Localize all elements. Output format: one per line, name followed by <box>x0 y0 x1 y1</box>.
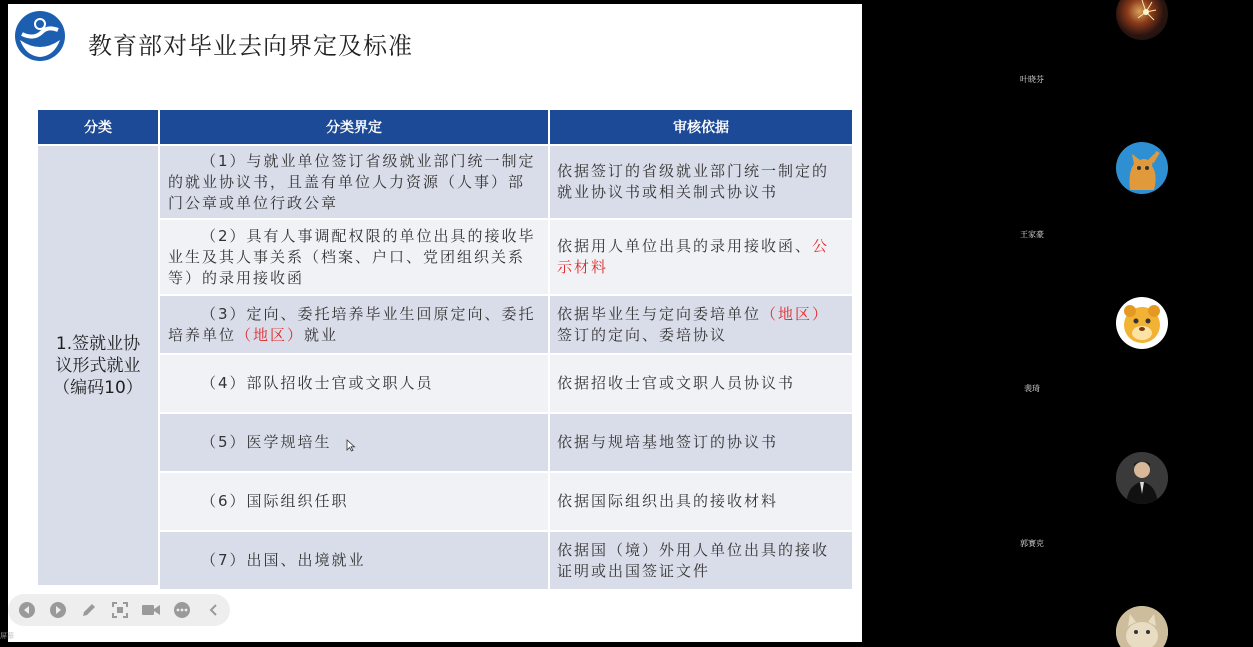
table-row <box>160 532 852 589</box>
table-header-category: 分类 <box>38 110 158 144</box>
basis-cell <box>550 414 852 471</box>
participant-avatar[interactable] <box>1116 142 1168 194</box>
basis-text: 依据与规培基地签订的协议书 <box>557 433 779 451</box>
basis-text: 依据签订的省级就业部门统一制定的就业协议书或相关制式协议书 <box>557 162 830 201</box>
definition-cell <box>160 220 548 294</box>
table-row <box>160 220 852 294</box>
cat-photo-avatar-icon <box>1116 606 1168 647</box>
definition-text: （2）具有人事调配权限的单位出具的接收毕业生及其人事关系（档案、户口、党团组织关系等）的录用接收函 <box>168 226 536 287</box>
presentation-slide <box>8 4 862 642</box>
logo-icon <box>14 10 66 62</box>
basis-cell <box>550 532 852 589</box>
participant-name: 郭赛克 <box>1020 539 1044 548</box>
participant-name: 王家豪 <box>1020 230 1044 239</box>
table-row <box>160 414 852 471</box>
category-line: 议形式就业 <box>55 355 141 376</box>
play-button[interactable] <box>47 600 68 621</box>
participant-avatar[interactable] <box>1116 452 1168 504</box>
definition-text-highlight: （地区） <box>236 325 305 344</box>
camera-icon <box>141 601 161 619</box>
definition-cell <box>160 296 548 353</box>
definition-cell <box>160 414 548 471</box>
basis-text-highlight: 公示材料 <box>557 237 830 276</box>
basis-cell <box>550 473 852 530</box>
cat-avatar-icon <box>1116 142 1168 194</box>
screenshot-button[interactable] <box>109 600 130 621</box>
prev-icon <box>18 601 36 619</box>
definition-text: （1）与就业单位签订省级就业部门统一制定的就业协议书，且盖有单位人力资源（人事）部门公章或单位行政公章 <box>168 151 536 212</box>
basis-text: 签订的定向、委培协议 <box>557 325 728 344</box>
basis-text: 依据国际组织出具的接收材料 <box>557 492 779 510</box>
basis-text-highlight: （地区） <box>761 304 830 323</box>
basis-cell <box>550 146 852 218</box>
slide-title: 教育部对毕业去向界定及标准 <box>88 32 413 60</box>
screenshot-icon <box>111 601 129 619</box>
participant-name: 叶晓芬 <box>1020 75 1044 84</box>
basis-cell <box>550 220 852 294</box>
more-icon <box>173 601 191 619</box>
definition-cell <box>160 532 548 589</box>
basis-cell <box>550 355 852 412</box>
definition-text: （7）出国、出境就业 <box>201 551 366 569</box>
definition-text: 就业 <box>304 325 339 344</box>
corner-tag: 屏幕 <box>0 632 14 640</box>
play-icon <box>49 601 67 619</box>
pen-icon <box>80 601 98 619</box>
basis-text: 依据招收士官或文职人员协议书 <box>557 374 796 392</box>
table-row <box>160 296 852 353</box>
mouse-cursor-icon <box>346 439 356 452</box>
table-row <box>160 473 852 530</box>
definition-cell <box>160 473 548 530</box>
participant-name: 裴琦 <box>1024 384 1040 393</box>
participant-avatar[interactable] <box>1116 606 1168 647</box>
category-line: 1.签就业协 <box>55 333 141 354</box>
definition-text: （6）国际组织任职 <box>201 492 349 510</box>
basis-text: 依据用人单位出具的录用接收函、 <box>557 237 813 255</box>
prev-button[interactable] <box>16 600 37 621</box>
collapse-icon <box>206 601 220 619</box>
basis-text: 依据国（境）外用人单位出具的接收证明或出国签证文件 <box>557 540 830 580</box>
participant-avatar[interactable] <box>1116 297 1168 349</box>
pen-button[interactable] <box>78 600 99 621</box>
table-header-definition: 分类界定 <box>160 110 548 144</box>
person-avatar-icon <box>1116 452 1168 504</box>
collapse-button[interactable] <box>202 600 223 621</box>
definition-text: （4）部队招收士官或文职人员 <box>201 374 434 392</box>
table-row <box>160 355 852 412</box>
lion-cub-avatar-icon <box>1116 297 1168 349</box>
participant-avatar[interactable] <box>1116 0 1168 40</box>
table-header-basis: 审核依据 <box>550 110 852 144</box>
definition-text: （5）医学规培生 <box>201 433 332 451</box>
definition-cell <box>160 146 548 218</box>
definition-text: （3）定向、委托培养毕业生回原定向、委托培养单位 <box>168 304 536 344</box>
category-line: （编码10） <box>53 377 143 398</box>
presentation-toolbar <box>8 594 230 626</box>
basis-text: 依据毕业生与定向委培单位 <box>557 304 762 323</box>
more-button[interactable] <box>171 600 192 621</box>
category-cell <box>38 146 158 585</box>
camera-button[interactable] <box>140 600 161 621</box>
sparkler-icon <box>1116 0 1168 40</box>
basis-cell <box>550 296 852 353</box>
table-row <box>160 146 852 218</box>
definition-cell <box>160 355 548 412</box>
